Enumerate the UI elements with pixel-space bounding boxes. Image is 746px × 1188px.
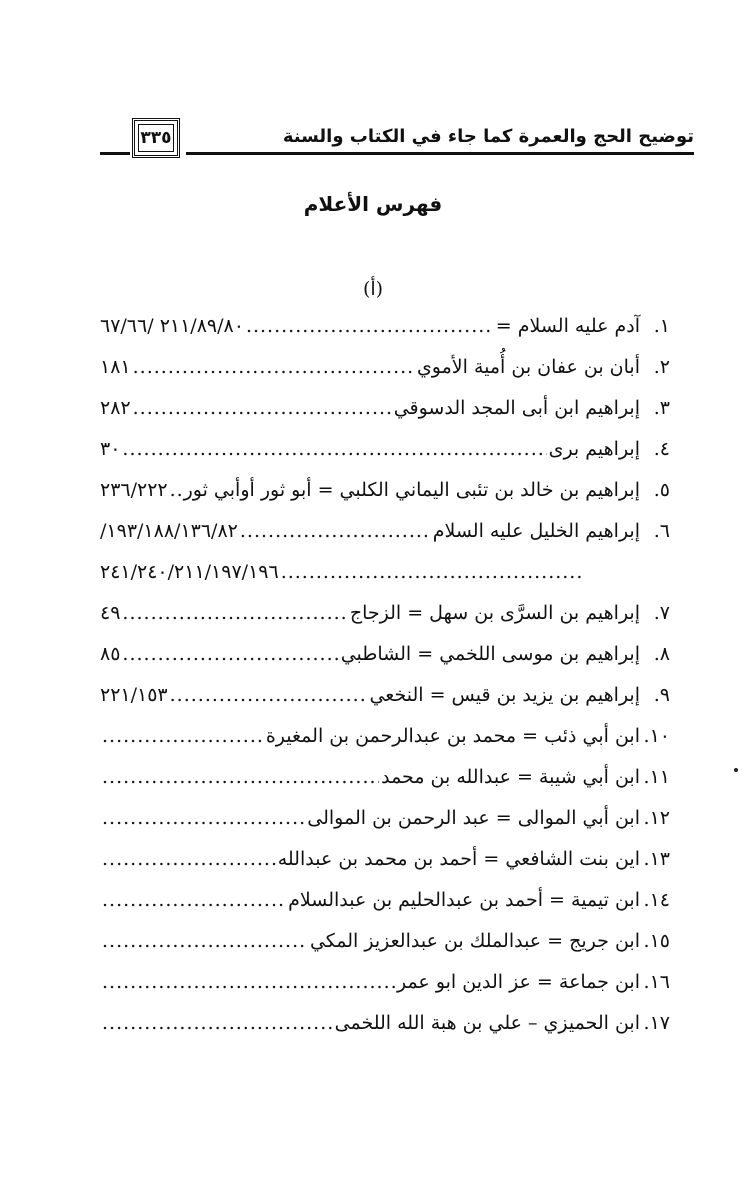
index-entry — [100, 675, 670, 716]
entry-number: ١٧. — [643, 1012, 670, 1034]
entry-number: ١٣. — [643, 848, 670, 870]
entry-name: إبراهيم برى — [548, 438, 640, 460]
entry-name: إبراهيم ابن أبى المجد الدسوقي — [393, 397, 640, 419]
page-number: ٣٣٥ — [132, 118, 180, 158]
entry-name: إبراهيم بن يزيد بن قيس = النخعي — [369, 684, 640, 706]
entry-name: ابن جريج = عبدالملك بن عبدالعزيز المكي — [309, 930, 640, 952]
dot-leader — [102, 798, 305, 839]
page-header — [100, 118, 694, 170]
entry-number: ١٥. — [643, 930, 670, 952]
entry-page-refs: ١٨١ — [100, 356, 131, 378]
index-entry — [100, 429, 670, 470]
dot-leader — [122, 593, 347, 634]
index-entry — [100, 839, 670, 880]
dot-leader — [102, 962, 395, 1003]
entry-page-refs: ٨٥ — [100, 643, 121, 665]
entry-name: ابن الحميزي – علي بن هبة الله اللخمى — [334, 1012, 640, 1034]
dot-leader — [133, 388, 392, 429]
dot-leader — [122, 634, 338, 675]
index-entry — [100, 347, 670, 388]
entry-page-refs: ٢١١/٨٩/٨٠ /٦٧/٦٦ — [100, 315, 244, 337]
entry-number: ٨. — [653, 643, 670, 665]
dot-leader — [102, 880, 286, 921]
entry-number: ٣. — [653, 397, 670, 419]
dot-leader — [170, 675, 368, 716]
entry-name: أبان بن عفان بن أُمية الأموي — [416, 356, 640, 378]
entry-number: ٥. — [653, 479, 670, 501]
index-entry — [100, 921, 670, 962]
entry-number: ٤. — [653, 438, 670, 460]
index-entry — [100, 634, 670, 675]
index-title: فهرس الأعلام — [303, 192, 443, 216]
index-entry — [100, 593, 670, 634]
entry-name: ابن أبي ذئب = محمد بن عبدالرحمن بن المغيرة — [265, 725, 640, 747]
entry-name: إبراهيم بن موسى اللخمي = الشاطبي — [340, 643, 640, 665]
index-entry — [100, 470, 670, 511]
entry-page-refs: ٤٩ — [100, 602, 121, 624]
index-entry — [100, 962, 670, 1003]
entry-name: ابن جماعة = عز الدين ابو عمر — [396, 971, 640, 993]
entry-number: ١. — [653, 315, 670, 337]
entry-number: ١١. — [643, 766, 670, 788]
index-entry — [100, 716, 670, 757]
entry-number: ٢. — [653, 356, 670, 378]
index-entry — [100, 1003, 670, 1044]
ink-speck — [734, 768, 738, 772]
dot-leader — [102, 757, 379, 798]
dot-leader — [102, 716, 264, 757]
index-entry — [100, 798, 670, 839]
dot-leader — [102, 839, 276, 880]
entry-name: ابن أبي شيبة = عبدالله بن محمد — [381, 766, 640, 788]
entry-page-refs: ٢٤١/٢٤٠/٢١١/١٩٧/١٩٦ — [100, 561, 279, 583]
index-entry — [100, 511, 670, 552]
dot-leader — [133, 347, 415, 388]
entry-page-refs: ٢٨٢ — [100, 397, 131, 419]
entry-name: ابن أبي الموالى = عبد الرحمن بن الموالى — [307, 807, 640, 829]
entry-page-refs: ٢٣٦/٢٢٢ — [100, 479, 168, 501]
entry-page-refs: ٢٢١/١٥٣ — [100, 684, 168, 706]
entry-number: ٦. — [653, 520, 670, 542]
entry-number: ١٦. — [643, 971, 670, 993]
header-rule-left — [100, 152, 130, 155]
dot-leader — [122, 429, 546, 470]
entry-page-refs: ٣٠ — [100, 438, 121, 460]
entry-name: آدم عليه السلام = — [495, 315, 640, 337]
index-entry — [100, 757, 670, 798]
dot-leader — [102, 921, 308, 962]
dot-leader — [102, 1003, 333, 1044]
entry-name: إبراهيم بن السرَّى بن سهل = الزجاج — [349, 602, 640, 624]
entry-number: ٩. — [653, 684, 670, 706]
entry-number: ١٠. — [643, 725, 670, 747]
index-entries — [100, 306, 670, 1044]
index-entry-continuation — [100, 552, 670, 593]
book-title: توضيح الحج والعمرة كما جاء في الكتاب والسنة — [282, 126, 694, 147]
dot-leader — [170, 470, 182, 511]
index-entry — [100, 388, 670, 429]
entry-number: ٧. — [653, 602, 670, 624]
index-entry — [100, 880, 670, 921]
entry-name: ابن تيمية = أحمد بن عبدالحليم بن عبدالسلام — [288, 889, 640, 911]
entry-number: ١٤. — [643, 889, 670, 911]
dot-leader — [246, 306, 494, 347]
entry-name: اين بنت الشافعي = أحمد بن محمد بن عبدالله — [277, 848, 640, 870]
header-rule-right — [186, 152, 694, 155]
dot-leader — [240, 511, 431, 552]
entry-page-refs: /١٩٣/١٨٨/١٣٦/٨٢ — [100, 520, 238, 542]
entry-name: إبراهيم بن خالد بن تئبى اليماني الكلبي = أبو ثور أوأبي ثور — [183, 479, 640, 501]
dot-leader — [281, 552, 581, 593]
section-letter: (أ) — [362, 278, 384, 300]
index-entry — [100, 306, 670, 347]
entry-name: إبراهيم الخليل عليه السلام — [432, 520, 640, 542]
entry-number: ١٢. — [643, 807, 670, 829]
